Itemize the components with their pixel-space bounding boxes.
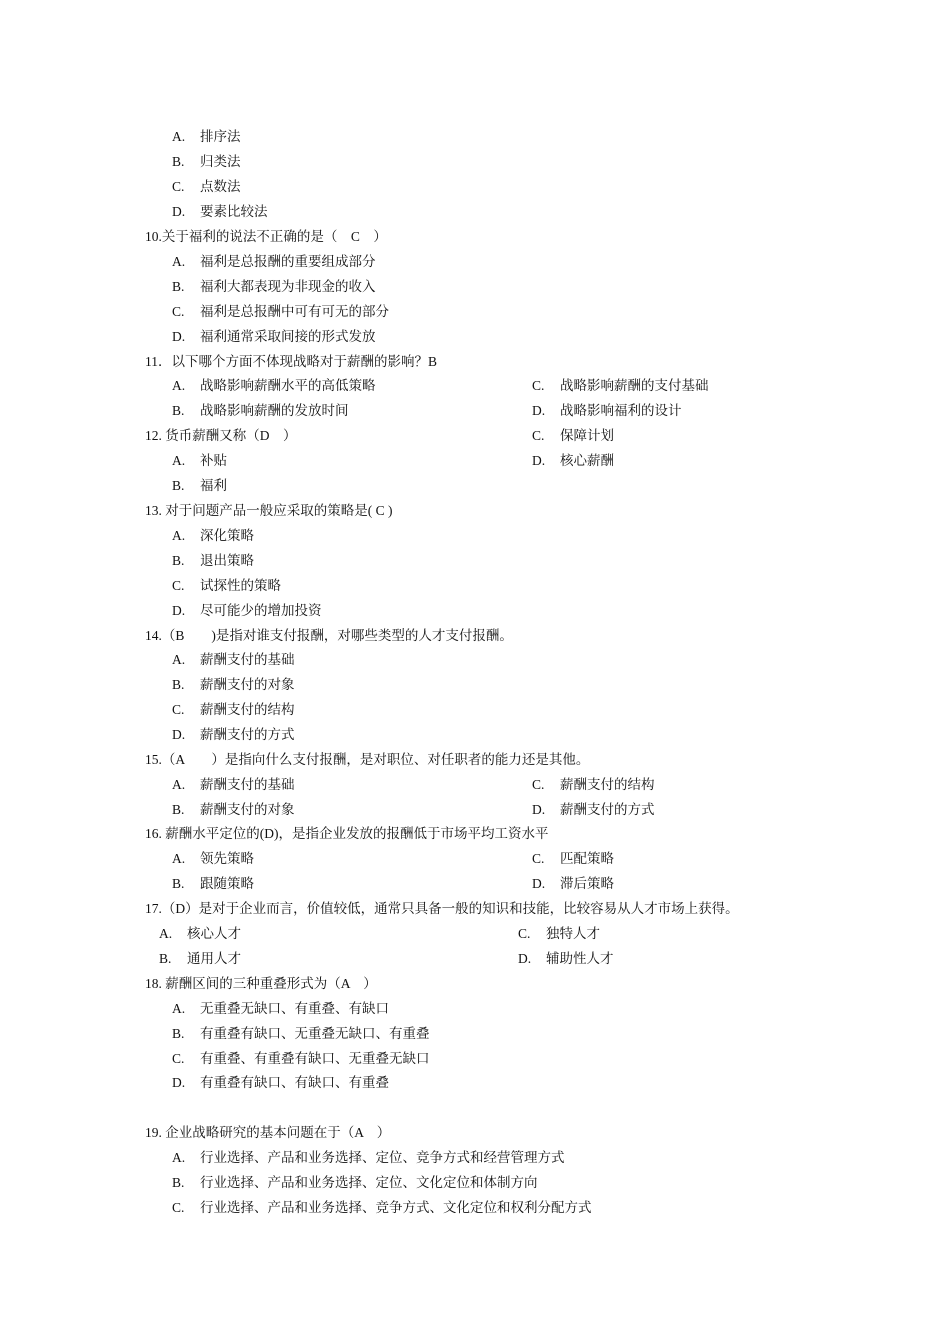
answer-option — [172, 1074, 389, 1092]
option-letter: C. — [172, 702, 185, 717]
option-letter: B. — [172, 876, 185, 891]
answer-option — [172, 1025, 430, 1043]
answer-option — [172, 1000, 389, 1018]
option-letter: A. — [172, 378, 186, 393]
question-text: 14.（B )是指对谁支付报酬，对哪些类型的人才支付报酬。 — [145, 628, 513, 643]
option-letter: B. — [172, 677, 185, 692]
option-letter: D. — [532, 802, 546, 817]
option-text: 滞后策略 — [560, 876, 614, 891]
option-text: 匹配策略 — [560, 851, 614, 866]
option-text: 福利大都表现为非现金的收入 — [200, 279, 376, 294]
answer-option — [172, 726, 295, 744]
option-text: 福利 — [200, 478, 227, 493]
answer-option — [518, 925, 600, 943]
option-text: 有重叠有缺口、无重叠无缺口、有重叠 — [200, 1026, 430, 1041]
option-letter: A. — [172, 1001, 186, 1016]
option-text: 归类法 — [200, 154, 241, 169]
answer-option — [172, 253, 376, 271]
option-letter: D. — [172, 727, 186, 742]
question-text: 12. 货币薪酬又称（D ） — [145, 428, 297, 443]
option-letter: D. — [172, 603, 186, 618]
option-text: 要素比较法 — [200, 204, 268, 219]
option-text: 有重叠、有重叠有缺口、无重叠无缺口 — [200, 1051, 430, 1066]
answer-option — [172, 153, 241, 171]
option-letter: C. — [532, 378, 545, 393]
option-text: 核心人才 — [187, 926, 241, 941]
option-text: 薪酬支付的基础 — [200, 652, 295, 667]
answer-option — [172, 527, 254, 545]
option-text: 行业选择、产品和业务选择、定位、文化定位和体制方向 — [200, 1175, 538, 1190]
answer-option — [172, 452, 227, 470]
answer-option — [532, 801, 655, 819]
answer-option — [172, 801, 295, 819]
option-text: 独特人才 — [546, 926, 600, 941]
option-text: 排序法 — [200, 129, 241, 144]
option-letter: A. — [172, 453, 186, 468]
answer-option — [172, 377, 376, 395]
answer-option — [532, 427, 614, 445]
answer-option — [172, 402, 349, 420]
option-letter: B. — [172, 279, 185, 294]
option-letter: B. — [172, 478, 185, 493]
option-text: 薪酬支付的结构 — [560, 777, 655, 792]
option-letter: A. — [172, 129, 186, 144]
question-text: 11．以下哪个方面不体现战略对于薪酬的影响？B — [145, 354, 438, 369]
option-letter: A. — [172, 777, 186, 792]
option-letter: B. — [172, 1026, 185, 1041]
answer-option — [172, 1199, 592, 1217]
answer-option — [172, 1149, 565, 1167]
option-text: 福利通常采取间接的形式发放 — [200, 329, 376, 344]
option-letter: C. — [518, 926, 531, 941]
option-letter: C. — [172, 1051, 185, 1066]
option-letter: D. — [172, 204, 186, 219]
option-text: 辅助性人才 — [546, 951, 614, 966]
answer-option — [172, 278, 376, 296]
answer-option — [172, 303, 389, 321]
answer-option — [532, 402, 682, 420]
option-text: 薪酬支付的对象 — [200, 677, 295, 692]
answer-option — [172, 651, 295, 669]
option-letter: D. — [532, 403, 546, 418]
option-text: 通用人才 — [187, 951, 241, 966]
option-text: 保障计划 — [560, 428, 614, 443]
option-text: 行业选择、产品和业务选择、竞争方式、文化定位和权利分配方式 — [200, 1200, 592, 1215]
option-letter: D. — [532, 876, 546, 891]
option-text: 补贴 — [200, 453, 227, 468]
option-text: 薪酬支付的对象 — [200, 802, 295, 817]
answer-option — [172, 850, 254, 868]
option-letter: A. — [172, 652, 186, 667]
option-letter: B. — [159, 951, 172, 966]
option-text: 跟随策略 — [200, 876, 254, 891]
option-text: 薪酬支付的方式 — [560, 802, 655, 817]
option-text: 战略影响薪酬的发放时间 — [200, 403, 349, 418]
option-text: 领先策略 — [200, 851, 254, 866]
question-text: 19. 企业战略研究的基本问题在于（A ） — [145, 1125, 391, 1140]
option-letter: C. — [532, 851, 545, 866]
option-text: 行业选择、产品和业务选择、定位、竞争方式和经营管理方式 — [200, 1150, 565, 1165]
option-letter: A. — [172, 254, 186, 269]
answer-option — [172, 477, 227, 495]
option-letter: B. — [172, 802, 185, 817]
option-text: 战略影响薪酬的支付基础 — [560, 378, 709, 393]
option-letter: A. — [172, 1150, 186, 1165]
option-letter: D. — [172, 329, 186, 344]
question-text: 17.（D）是对于企业而言，价值较低，通常只具备一般的知识和技能，比较容易从人才市场上获得。 — [145, 901, 739, 916]
option-letter: C. — [172, 1200, 185, 1215]
answer-option — [159, 925, 241, 943]
option-letter: B. — [172, 403, 185, 418]
option-letter: D. — [532, 453, 546, 468]
option-text: 退出策略 — [200, 553, 254, 568]
answer-option — [172, 875, 254, 893]
option-text: 福利是总报酬的重要组成部分 — [200, 254, 376, 269]
option-letter: A. — [159, 926, 173, 941]
answer-option — [172, 776, 295, 794]
answer-option — [159, 950, 241, 968]
option-text: 试探性的策略 — [200, 578, 281, 593]
answer-option — [172, 203, 268, 221]
option-text: 核心薪酬 — [560, 453, 614, 468]
option-letter: C. — [172, 304, 185, 319]
answer-option — [532, 776, 655, 794]
option-text: 深化策略 — [200, 528, 254, 543]
option-letter: C. — [172, 578, 185, 593]
answer-option — [172, 552, 254, 570]
answer-option — [172, 676, 295, 694]
option-text: 尽可能少的增加投资 — [200, 603, 322, 618]
answer-option — [532, 875, 614, 893]
question-text: 13. 对于问题产品一般应采取的策略是( C ) — [145, 503, 393, 518]
option-text: 战略影响福利的设计 — [560, 403, 682, 418]
option-letter: C. — [532, 428, 545, 443]
answer-option — [518, 950, 614, 968]
answer-option — [172, 128, 241, 146]
question-text: 18. 薪酬区间的三种重叠形式为（A ） — [145, 976, 377, 991]
answer-option — [532, 377, 709, 395]
option-letter: C. — [172, 179, 185, 194]
option-text: 点数法 — [200, 179, 241, 194]
answer-option — [172, 1050, 430, 1068]
option-text: 无重叠无缺口、有重叠、有缺口 — [200, 1001, 389, 1016]
option-letter: D. — [172, 1075, 186, 1090]
answer-option — [172, 178, 241, 196]
option-letter: C. — [532, 777, 545, 792]
option-letter: B. — [172, 1175, 185, 1190]
option-letter: A. — [172, 851, 186, 866]
answer-option — [172, 577, 281, 595]
question-text: 16. 薪酬水平定位的(D)，是指企业发放的报酬低于市场平均工资水平 — [145, 826, 549, 841]
answer-option — [172, 701, 295, 719]
option-letter: D. — [518, 951, 532, 966]
option-text: 薪酬支付的基础 — [200, 777, 295, 792]
question-text: 15.（A ）是指向什么支付报酬，是对职位、对任职者的能力还是其他。 — [145, 752, 590, 767]
option-text: 薪酬支付的结构 — [200, 702, 295, 717]
answer-option — [532, 850, 614, 868]
option-letter: A. — [172, 528, 186, 543]
answer-option — [172, 602, 322, 620]
option-text: 有重叠有缺口、有缺口、有重叠 — [200, 1075, 389, 1090]
option-text: 薪酬支付的方式 — [200, 727, 295, 742]
option-letter: B. — [172, 154, 185, 169]
option-letter: B. — [172, 553, 185, 568]
option-text: 战略影响薪酬水平的高低策略 — [200, 378, 376, 393]
answer-option — [172, 328, 376, 346]
answer-option — [532, 452, 614, 470]
question-text: 10.关于福利的说法不正确的是（ C ） — [145, 229, 387, 244]
answer-option — [172, 1174, 538, 1192]
option-text: 福利是总报酬中可有可无的部分 — [200, 304, 389, 319]
